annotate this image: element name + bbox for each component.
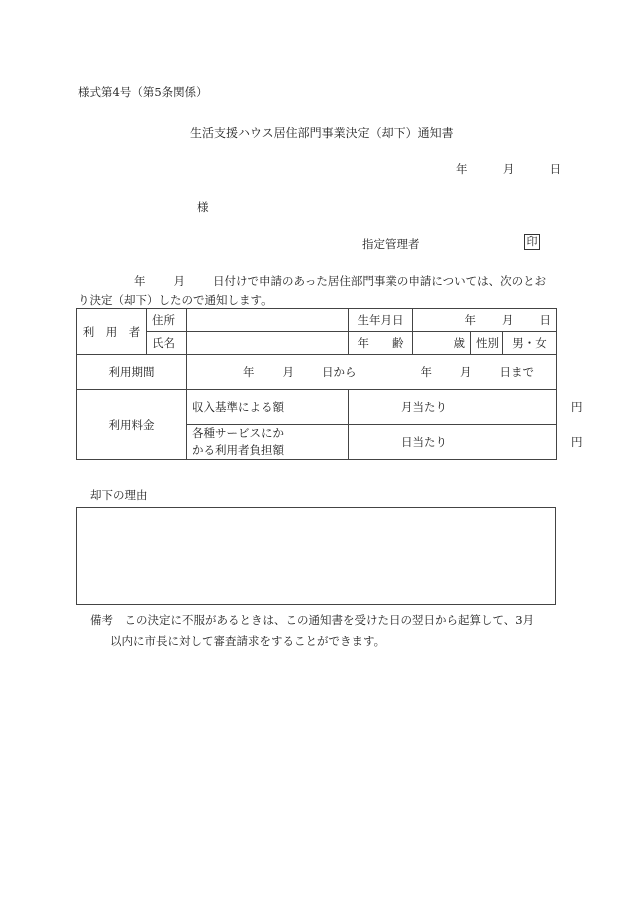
applicant-table bbox=[76, 308, 583, 460]
fee-row1-label: 収入基準による額 bbox=[187, 390, 349, 425]
user-label: 利 用 者 bbox=[77, 309, 147, 355]
fee-row1-field[interactable] bbox=[349, 390, 583, 425]
table-row bbox=[77, 332, 557, 355]
age-field[interactable] bbox=[413, 332, 471, 355]
period-start-year: 年 bbox=[243, 365, 255, 379]
date-day: 日 bbox=[549, 162, 562, 176]
name-field[interactable] bbox=[187, 332, 349, 355]
document-title: 生活支援ハウス居住部門事業決定（却下）通知書 bbox=[190, 126, 454, 140]
period-label: 利用期間 bbox=[77, 355, 187, 390]
reason-label: 却下の理由 bbox=[90, 488, 148, 502]
date-line bbox=[456, 161, 561, 177]
recipient-honorific: 様 bbox=[197, 200, 209, 214]
birth-month: 月 bbox=[502, 313, 514, 327]
age-label: 年 齢 bbox=[349, 332, 413, 355]
sex-value[interactable]: 男・女 bbox=[503, 332, 557, 355]
table-row bbox=[77, 390, 557, 425]
period-end-year: 年 bbox=[420, 365, 432, 379]
birth-date-field[interactable] bbox=[413, 309, 557, 332]
fee-row1-currency: 円 bbox=[571, 400, 583, 414]
period-end-month: 月 bbox=[460, 365, 472, 379]
fee-row2-unit: 日当たり bbox=[401, 435, 447, 449]
body-line-1 bbox=[78, 272, 556, 291]
body-line-2: り決定（却下）したので通知します。 bbox=[78, 293, 273, 307]
table-row bbox=[77, 355, 557, 390]
sender-label: 指定管理者 bbox=[362, 237, 420, 251]
body-year: 年 bbox=[134, 274, 146, 288]
notes bbox=[90, 610, 560, 652]
birth-day: 日 bbox=[539, 313, 551, 327]
body-paragraph bbox=[78, 272, 556, 310]
address-field[interactable] bbox=[187, 309, 349, 332]
body-text-1: 日付けで申請のあった居住部門事業の申請については、次のとお bbox=[213, 274, 547, 288]
fee-row2-label-line1: 各種サービスにか bbox=[192, 426, 284, 440]
birth-label: 生年月日 bbox=[349, 309, 413, 332]
fee-row2-label bbox=[187, 425, 349, 460]
address-label: 住所 bbox=[147, 309, 187, 332]
period-start-day: 日から bbox=[322, 365, 357, 379]
birth-year: 年 bbox=[464, 313, 476, 327]
name-label: 氏名 bbox=[147, 332, 187, 355]
fee-row2-currency: 円 bbox=[571, 435, 583, 449]
fee-row1-unit: 月当たり bbox=[401, 400, 447, 414]
period-start-month: 月 bbox=[282, 365, 294, 379]
body-month: 月 bbox=[173, 274, 185, 288]
seal-stamp: 印 bbox=[524, 234, 540, 250]
age-unit: 歳 bbox=[453, 336, 465, 350]
date-month: 月 bbox=[502, 162, 515, 176]
sex-label: 性別 bbox=[471, 332, 503, 355]
table-row bbox=[77, 309, 557, 332]
period-field[interactable] bbox=[187, 355, 557, 390]
period-end-day: 日まで bbox=[499, 365, 534, 379]
fee-label: 利用料金 bbox=[77, 390, 187, 460]
form-number: 様式第4号（第5条関係） bbox=[78, 85, 208, 99]
reason-input-box[interactable] bbox=[76, 507, 556, 605]
fee-row2-label-line2: かる利用者負担額 bbox=[192, 443, 284, 457]
fee-row2-field[interactable] bbox=[349, 425, 583, 460]
notes-line-1: 備考 この決定に不服があるときは、この通知書を受けた日の翌日から起算して、3月 bbox=[90, 613, 535, 627]
date-year: 年 bbox=[456, 162, 468, 176]
notes-line-2: 以内に市長に対して審査請求をすることができます。 bbox=[110, 634, 386, 648]
